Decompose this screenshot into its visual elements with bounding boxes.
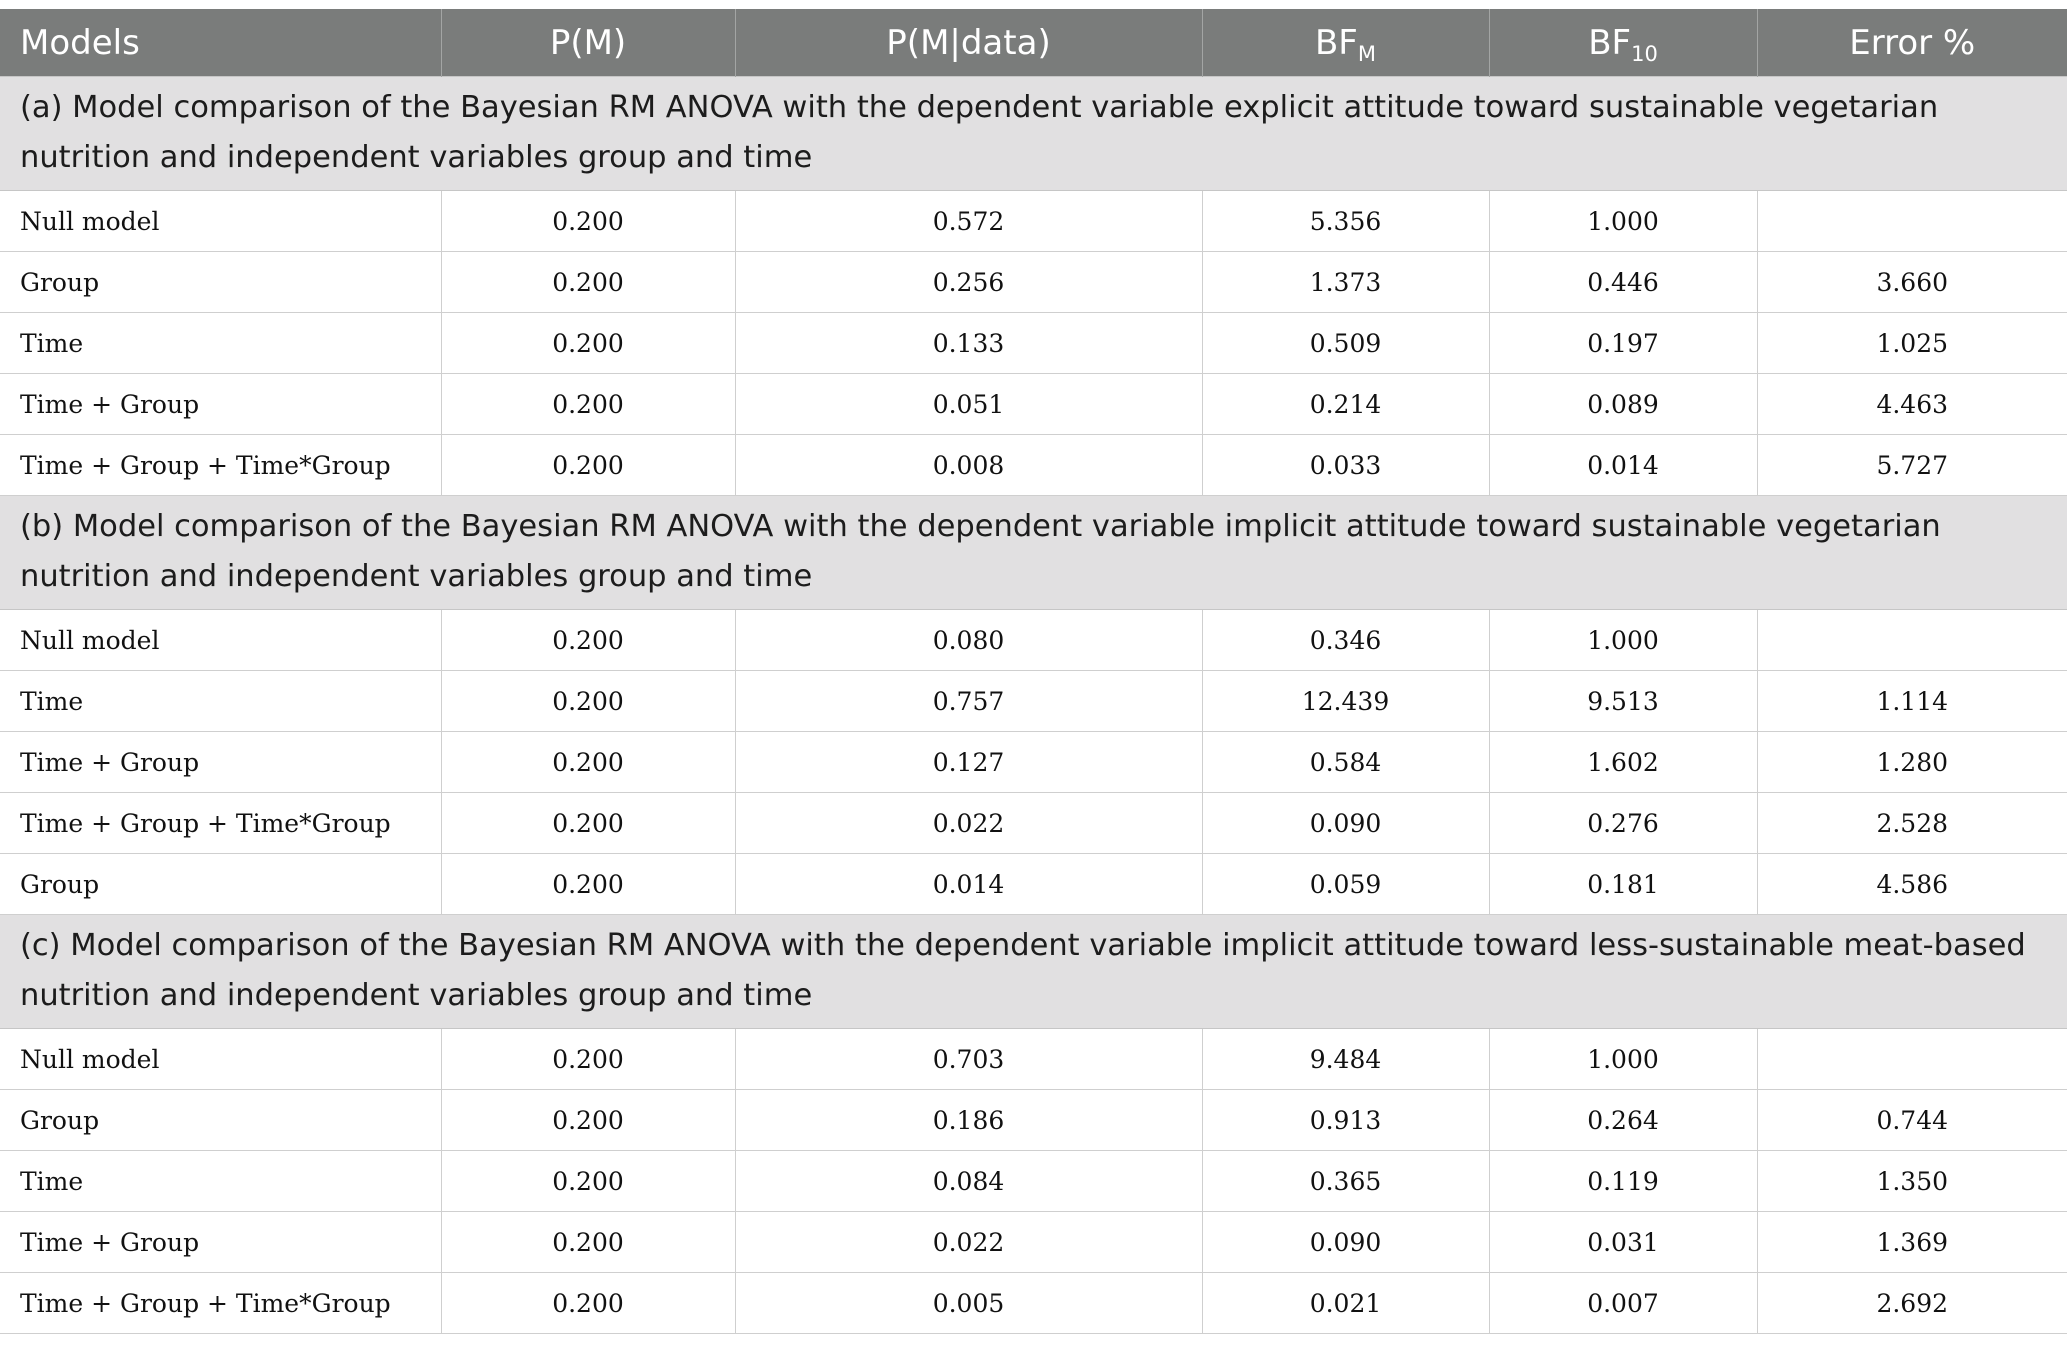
bf10-cell: 9.513 bbox=[1489, 671, 1757, 732]
error-cell: 2.692 bbox=[1757, 1273, 2067, 1334]
bfm-cell: 0.509 bbox=[1202, 313, 1489, 374]
pm-cell: 0.200 bbox=[441, 374, 735, 435]
pm-data-cell: 0.256 bbox=[735, 252, 1202, 313]
bf10-cell: 0.276 bbox=[1489, 793, 1757, 854]
bfm-cell: 0.365 bbox=[1202, 1151, 1489, 1212]
model-cell: Group bbox=[0, 854, 441, 915]
header-bfm-sub: M bbox=[1357, 41, 1376, 66]
table-row bbox=[0, 1029, 2067, 1090]
model-cell: Null model bbox=[0, 610, 441, 671]
section-title: (b) Model comparison of the Bayesian RM ANOVA with the dependent variable implicit attitude toward sustainable vegetarian nutrition and independent variables group and time bbox=[0, 496, 2067, 610]
pm-data-cell: 0.127 bbox=[735, 732, 1202, 793]
pm-data-cell: 0.022 bbox=[735, 1212, 1202, 1273]
header-models: Models bbox=[0, 9, 441, 77]
header-bf10-base: BF bbox=[1588, 22, 1632, 63]
pm-data-cell: 0.014 bbox=[735, 854, 1202, 915]
table-row bbox=[0, 374, 2067, 435]
pm-data-cell: 0.008 bbox=[735, 435, 1202, 496]
error-cell: 4.463 bbox=[1757, 374, 2067, 435]
pm-data-cell: 0.084 bbox=[735, 1151, 1202, 1212]
header-pm-data: P(M|data) bbox=[735, 9, 1202, 77]
table-row bbox=[0, 252, 2067, 313]
header-error: Error % bbox=[1757, 9, 2067, 77]
bfm-cell: 0.090 bbox=[1202, 1212, 1489, 1273]
model-cell: Time + Group + Time*Group bbox=[0, 435, 441, 496]
table-body bbox=[0, 77, 2067, 1334]
pm-cell: 0.200 bbox=[441, 252, 735, 313]
pm-data-cell: 0.133 bbox=[735, 313, 1202, 374]
model-cell: Time bbox=[0, 1151, 441, 1212]
pm-cell: 0.200 bbox=[441, 732, 735, 793]
pm-cell: 0.200 bbox=[441, 191, 735, 252]
section-title: (a) Model comparison of the Bayesian RM ANOVA with the dependent variable explicit attitude toward sustainable vegetarian nutrition and independent variables group and time bbox=[0, 77, 2067, 191]
pm-cell: 0.200 bbox=[441, 854, 735, 915]
header-bf10-sub: 10 bbox=[1631, 41, 1658, 66]
model-cell: Time bbox=[0, 671, 441, 732]
table-row bbox=[0, 610, 2067, 671]
model-cell: Time + Group + Time*Group bbox=[0, 1273, 441, 1334]
pm-data-cell: 0.572 bbox=[735, 191, 1202, 252]
pm-cell: 0.200 bbox=[441, 313, 735, 374]
section-row bbox=[0, 77, 2067, 191]
error-cell: 1.350 bbox=[1757, 1151, 2067, 1212]
bfm-cell: 12.439 bbox=[1202, 671, 1489, 732]
pm-cell: 0.200 bbox=[441, 1273, 735, 1334]
bf10-cell: 0.014 bbox=[1489, 435, 1757, 496]
pm-cell: 0.200 bbox=[441, 1212, 735, 1273]
table-row bbox=[0, 671, 2067, 732]
header-bf10 bbox=[1489, 9, 1757, 77]
table-header bbox=[0, 9, 2067, 77]
pm-cell: 0.200 bbox=[441, 671, 735, 732]
pm-cell: 0.200 bbox=[441, 1029, 735, 1090]
pm-data-cell: 0.080 bbox=[735, 610, 1202, 671]
bfm-cell: 0.059 bbox=[1202, 854, 1489, 915]
bf10-cell: 0.007 bbox=[1489, 1273, 1757, 1334]
pm-cell: 0.200 bbox=[441, 1090, 735, 1151]
error-cell: 1.280 bbox=[1757, 732, 2067, 793]
bf10-cell: 0.119 bbox=[1489, 1151, 1757, 1212]
table-row bbox=[0, 191, 2067, 252]
header-pm: P(M) bbox=[441, 9, 735, 77]
header-bfm bbox=[1202, 9, 1489, 77]
table-row bbox=[0, 732, 2067, 793]
error-cell: 1.369 bbox=[1757, 1212, 2067, 1273]
pm-data-cell: 0.186 bbox=[735, 1090, 1202, 1151]
error-cell: 0.744 bbox=[1757, 1090, 2067, 1151]
pm-data-cell: 0.051 bbox=[735, 374, 1202, 435]
model-cell: Null model bbox=[0, 191, 441, 252]
header-row bbox=[0, 9, 2067, 77]
pm-data-cell: 0.757 bbox=[735, 671, 1202, 732]
model-cell: Time + Group bbox=[0, 732, 441, 793]
error-cell: 1.025 bbox=[1757, 313, 2067, 374]
pm-data-cell: 0.005 bbox=[735, 1273, 1202, 1334]
error-cell: 3.660 bbox=[1757, 252, 2067, 313]
bf10-cell: 1.602 bbox=[1489, 732, 1757, 793]
bf10-cell: 0.197 bbox=[1489, 313, 1757, 374]
error-cell: 4.586 bbox=[1757, 854, 2067, 915]
error-cell: 2.528 bbox=[1757, 793, 2067, 854]
bf10-cell: 1.000 bbox=[1489, 1029, 1757, 1090]
model-cell: Time + Group bbox=[0, 1212, 441, 1273]
error-cell: 5.727 bbox=[1757, 435, 2067, 496]
table-row bbox=[0, 854, 2067, 915]
bf10-cell: 0.446 bbox=[1489, 252, 1757, 313]
bf10-cell: 0.089 bbox=[1489, 374, 1757, 435]
section-title: (c) Model comparison of the Bayesian RM ANOVA with the dependent variable implicit attitude toward less-sustainable meat-based nutrition and independent variables group and time bbox=[0, 915, 2067, 1029]
model-cell: Null model bbox=[0, 1029, 441, 1090]
pm-cell: 0.200 bbox=[441, 435, 735, 496]
error-cell bbox=[1757, 610, 2067, 671]
bfm-cell: 0.214 bbox=[1202, 374, 1489, 435]
section-row bbox=[0, 496, 2067, 610]
table-row bbox=[0, 435, 2067, 496]
section-row bbox=[0, 915, 2067, 1029]
error-cell: 1.114 bbox=[1757, 671, 2067, 732]
bfm-cell: 0.913 bbox=[1202, 1090, 1489, 1151]
bf10-cell: 0.181 bbox=[1489, 854, 1757, 915]
bfm-cell: 5.356 bbox=[1202, 191, 1489, 252]
error-cell bbox=[1757, 191, 2067, 252]
bf10-cell: 0.264 bbox=[1489, 1090, 1757, 1151]
bfm-cell: 0.346 bbox=[1202, 610, 1489, 671]
table-row bbox=[0, 793, 2067, 854]
model-comparison-table bbox=[0, 9, 2067, 1334]
bfm-cell: 1.373 bbox=[1202, 252, 1489, 313]
bfm-cell: 0.090 bbox=[1202, 793, 1489, 854]
pm-cell: 0.200 bbox=[441, 610, 735, 671]
bfm-cell: 9.484 bbox=[1202, 1029, 1489, 1090]
model-cell: Group bbox=[0, 252, 441, 313]
error-cell bbox=[1757, 1029, 2067, 1090]
model-cell: Time bbox=[0, 313, 441, 374]
pm-cell: 0.200 bbox=[441, 793, 735, 854]
model-cell: Group bbox=[0, 1090, 441, 1151]
bf10-cell: 0.031 bbox=[1489, 1212, 1757, 1273]
table-row bbox=[0, 1151, 2067, 1212]
table-row bbox=[0, 1212, 2067, 1273]
table-row bbox=[0, 313, 2067, 374]
model-cell: Time + Group bbox=[0, 374, 441, 435]
table-row bbox=[0, 1090, 2067, 1151]
model-cell: Time + Group + Time*Group bbox=[0, 793, 441, 854]
table-row bbox=[0, 1273, 2067, 1334]
header-bfm-base: BF bbox=[1314, 22, 1358, 63]
pm-data-cell: 0.703 bbox=[735, 1029, 1202, 1090]
bf10-cell: 1.000 bbox=[1489, 610, 1757, 671]
bfm-cell: 0.033 bbox=[1202, 435, 1489, 496]
bf10-cell: 1.000 bbox=[1489, 191, 1757, 252]
pm-cell: 0.200 bbox=[441, 1151, 735, 1212]
pm-data-cell: 0.022 bbox=[735, 793, 1202, 854]
bfm-cell: 0.021 bbox=[1202, 1273, 1489, 1334]
bfm-cell: 0.584 bbox=[1202, 732, 1489, 793]
